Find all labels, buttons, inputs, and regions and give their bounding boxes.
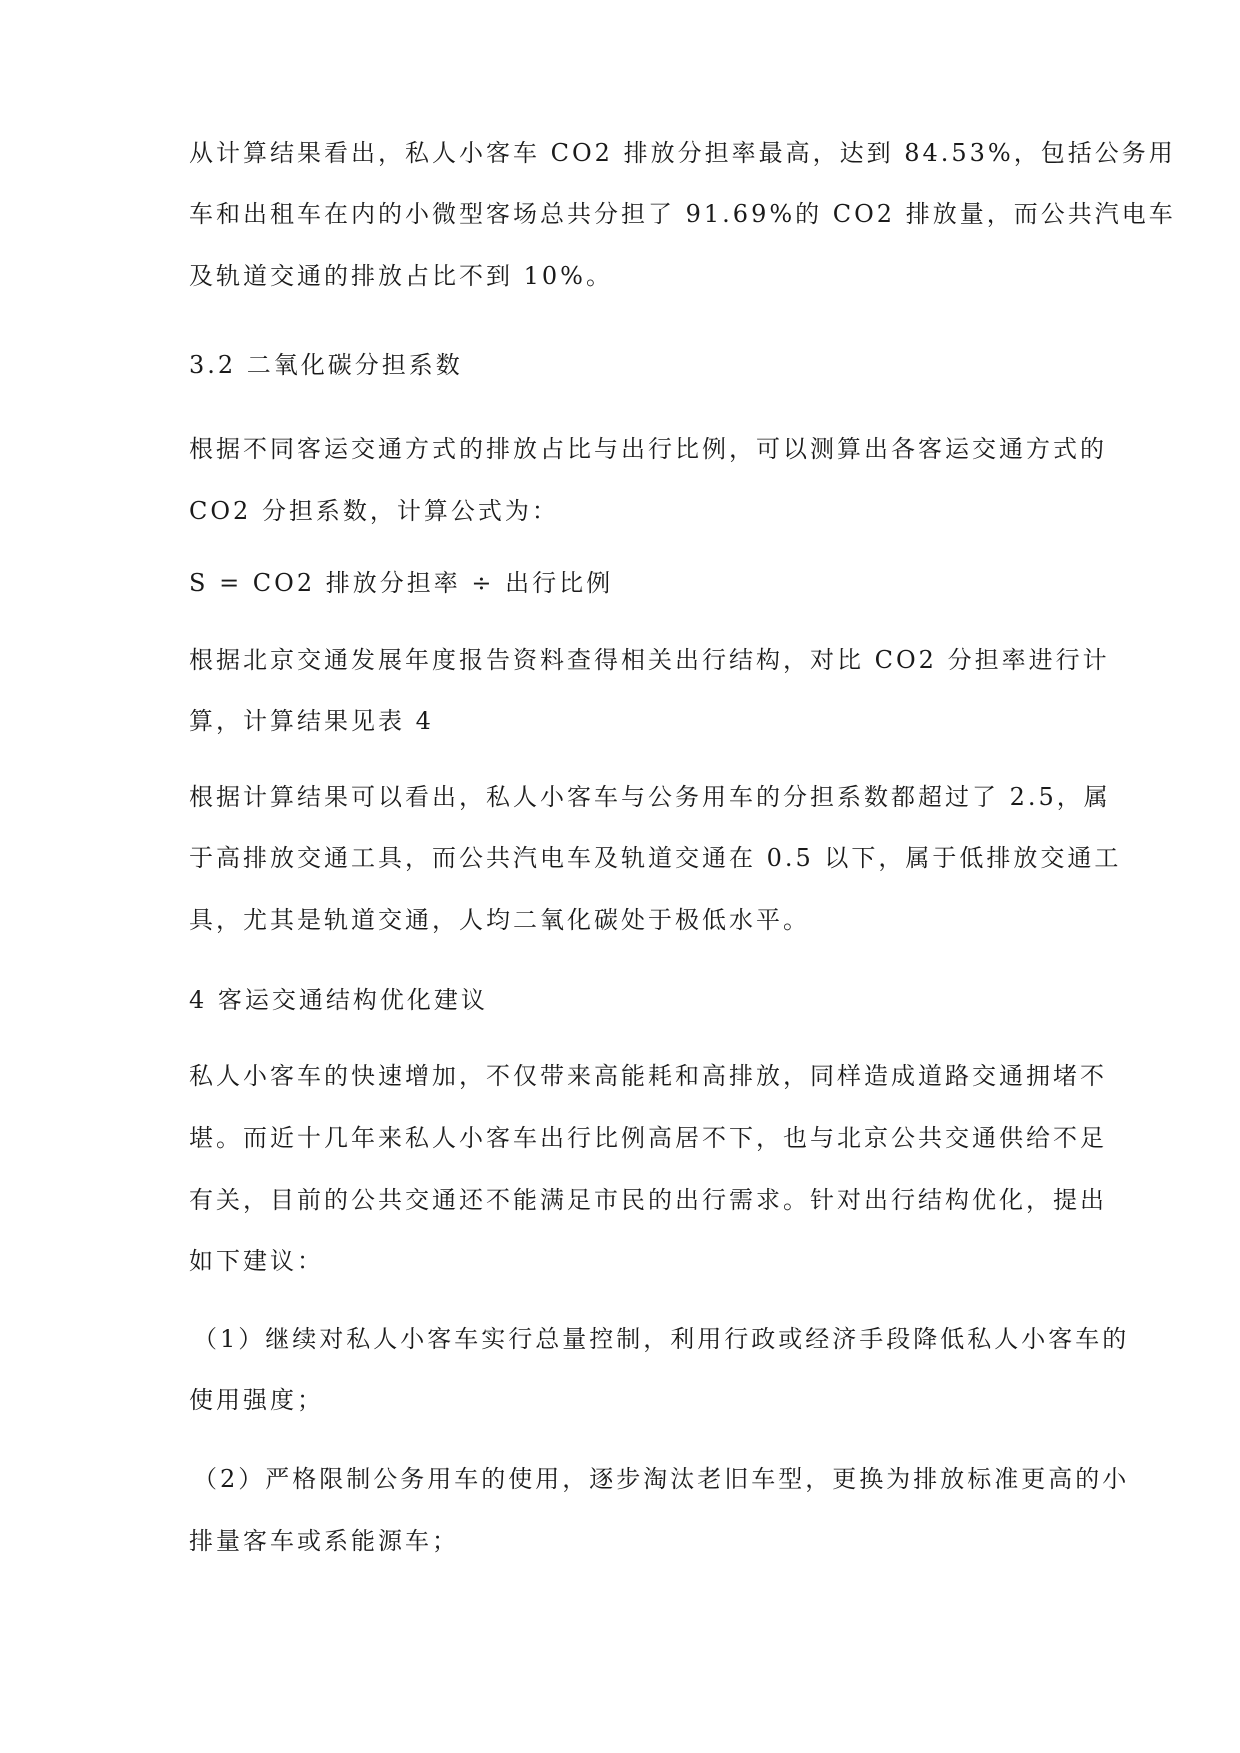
section-heading: 4 客运交通结构优化建议	[189, 986, 488, 1014]
paragraph-line: 有关，目前的公共交通还不能满足市民的出行需求。针对出行结构优化，提出	[189, 1186, 1107, 1214]
paragraph-line: 从计算结果看出，私人小客车 CO2 排放分担率最高，达到 84.53%，包括公务用	[189, 139, 1176, 167]
paragraph-line: 根据北京交通发展年度报告资料查得相关出行结构，对比 CO2 分担率进行计	[189, 646, 1110, 674]
section-heading: 3.2 二氧化碳分担系数	[189, 351, 463, 379]
paragraph-line: 根据不同客运交通方式的排放占比与出行比例，可以测算出各客运交通方式的	[189, 435, 1107, 463]
paragraph-line: 堪。而近十几年来私人小客车出行比例高居不下，也与北京公共交通供给不足	[189, 1124, 1107, 1152]
list-item-line: （1）继续对私人小客车实行总量控制，利用行政或经济手段降低私人小客车的	[193, 1325, 1130, 1353]
paragraph-line: 根据计算结果可以看出，私人小客车与公务用车的分担系数都超过了 2.5，属	[189, 783, 1111, 811]
paragraph-line: 车和出租车在内的小微型客场总共分担了 91.69%的 CO2 排放量，而公共汽电车	[189, 200, 1176, 228]
paragraph-line: 如下建议：	[189, 1247, 324, 1275]
formula-line: S = CO2 排放分担率 ÷ 出行比例	[189, 569, 614, 597]
paragraph-line: CO2 分担系数，计算公式为：	[189, 497, 559, 525]
list-item-line: 使用强度；	[189, 1386, 324, 1414]
paragraph-line: 算，计算结果见表 4	[189, 707, 434, 735]
paragraph-line: 具，尤其是轨道交通，人均二氧化碳处于极低水平。	[189, 906, 810, 934]
paragraph-line: 于高排放交通工具，而公共汽电车及轨道交通在 0.5 以下，属于低排放交通工	[189, 844, 1122, 872]
list-item-line: 排量客车或系能源车；	[189, 1527, 459, 1555]
list-item-line: （2）严格限制公务用车的使用，逐步淘汰老旧车型，更换为排放标准更高的小	[193, 1465, 1130, 1493]
paragraph-line: 及轨道交通的排放占比不到 10%。	[189, 262, 613, 290]
paragraph-line: 私人小客车的快速增加，不仅带来高能耗和高排放，同样造成道路交通拥堵不	[189, 1062, 1107, 1090]
